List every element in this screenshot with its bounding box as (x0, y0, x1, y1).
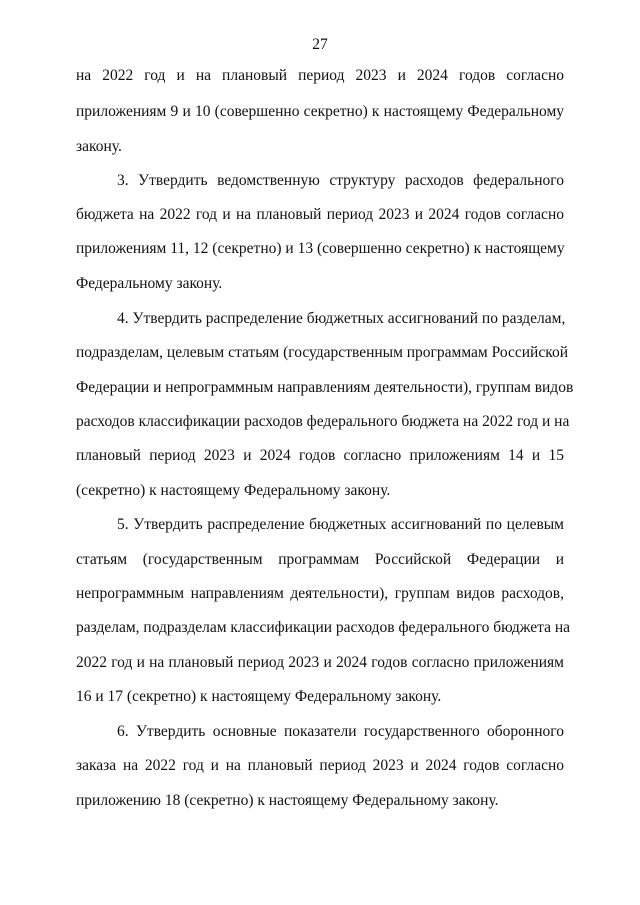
paragraph-4-line-2: подразделам, целевым статьям (государственным программам Российской (76, 344, 569, 361)
paragraph-4-line-1: 4. Утвердить распределение бюджетных ассигнований по разделам, (117, 310, 566, 327)
paragraph-1-line-2: приложениям 9 и 10 (совершенно секретно) к настоящему Федеральному (76, 103, 564, 120)
paragraph-3-line-3: приложениям 11, 12 (секретно) и 13 (совершенно секретно) к настоящему (76, 240, 565, 257)
paragraph-6-line-3: приложению 18 (секретно) к настоящему Федеральному закону. (76, 792, 499, 809)
paragraph-5-line-5: 2022 год и на плановый период 2023 и 2024 годов согласно приложениям (76, 654, 564, 671)
paragraph-5-line-2: статьям (государственным программам Российской Федерации и (76, 551, 564, 568)
paragraph-5-line-1: 5. Утвердить распределение бюджетных ассигнований по целевым (117, 516, 564, 533)
paragraph-6-line-2: заказа на 2022 год и на плановый период 2023 и 2024 годов согласно (76, 757, 564, 774)
paragraph-4-line-5: плановый период 2023 и 2024 годов согласно приложениям 14 и 15 (76, 447, 564, 464)
paragraph-5-line-3: непрограммным направлениям деятельности), группам видов расходов, (76, 585, 564, 602)
paragraph-5-line-6: 16 и 17 (секретно) к настоящему Федеральному закону. (76, 688, 442, 705)
paragraph-3-line-1: 3. Утвердить ведомственную структуру расходов федерального (117, 172, 564, 189)
paragraph-6-line-1: 6. Утвердить основные показатели государственного оборонного (117, 723, 564, 740)
paragraph-5-line-4: разделам, подразделам классификации расходов федерального бюджета на (76, 619, 571, 636)
paragraph-3-line-4: Федеральному закону. (76, 275, 223, 292)
paragraph-4-line-6: (секретно) к настоящему Федеральному закону. (76, 482, 391, 499)
paragraph-3-line-2: бюджета на 2022 год и на плановый период 2023 и 2024 годов согласно (76, 206, 564, 223)
page-number: 27 (312, 36, 328, 53)
paragraph-1-line-1: на 2022 год и на плановый период 2023 и 2024 годов согласно (76, 67, 564, 84)
paragraph-1-line-3: закону. (76, 138, 122, 155)
paragraph-4-line-3: Федерации и непрограммным направлениям деятельности), группам видов (76, 379, 574, 396)
paragraph-4-line-4: расходов классификации расходов федерального бюджета на 2022 год и на (76, 413, 570, 430)
